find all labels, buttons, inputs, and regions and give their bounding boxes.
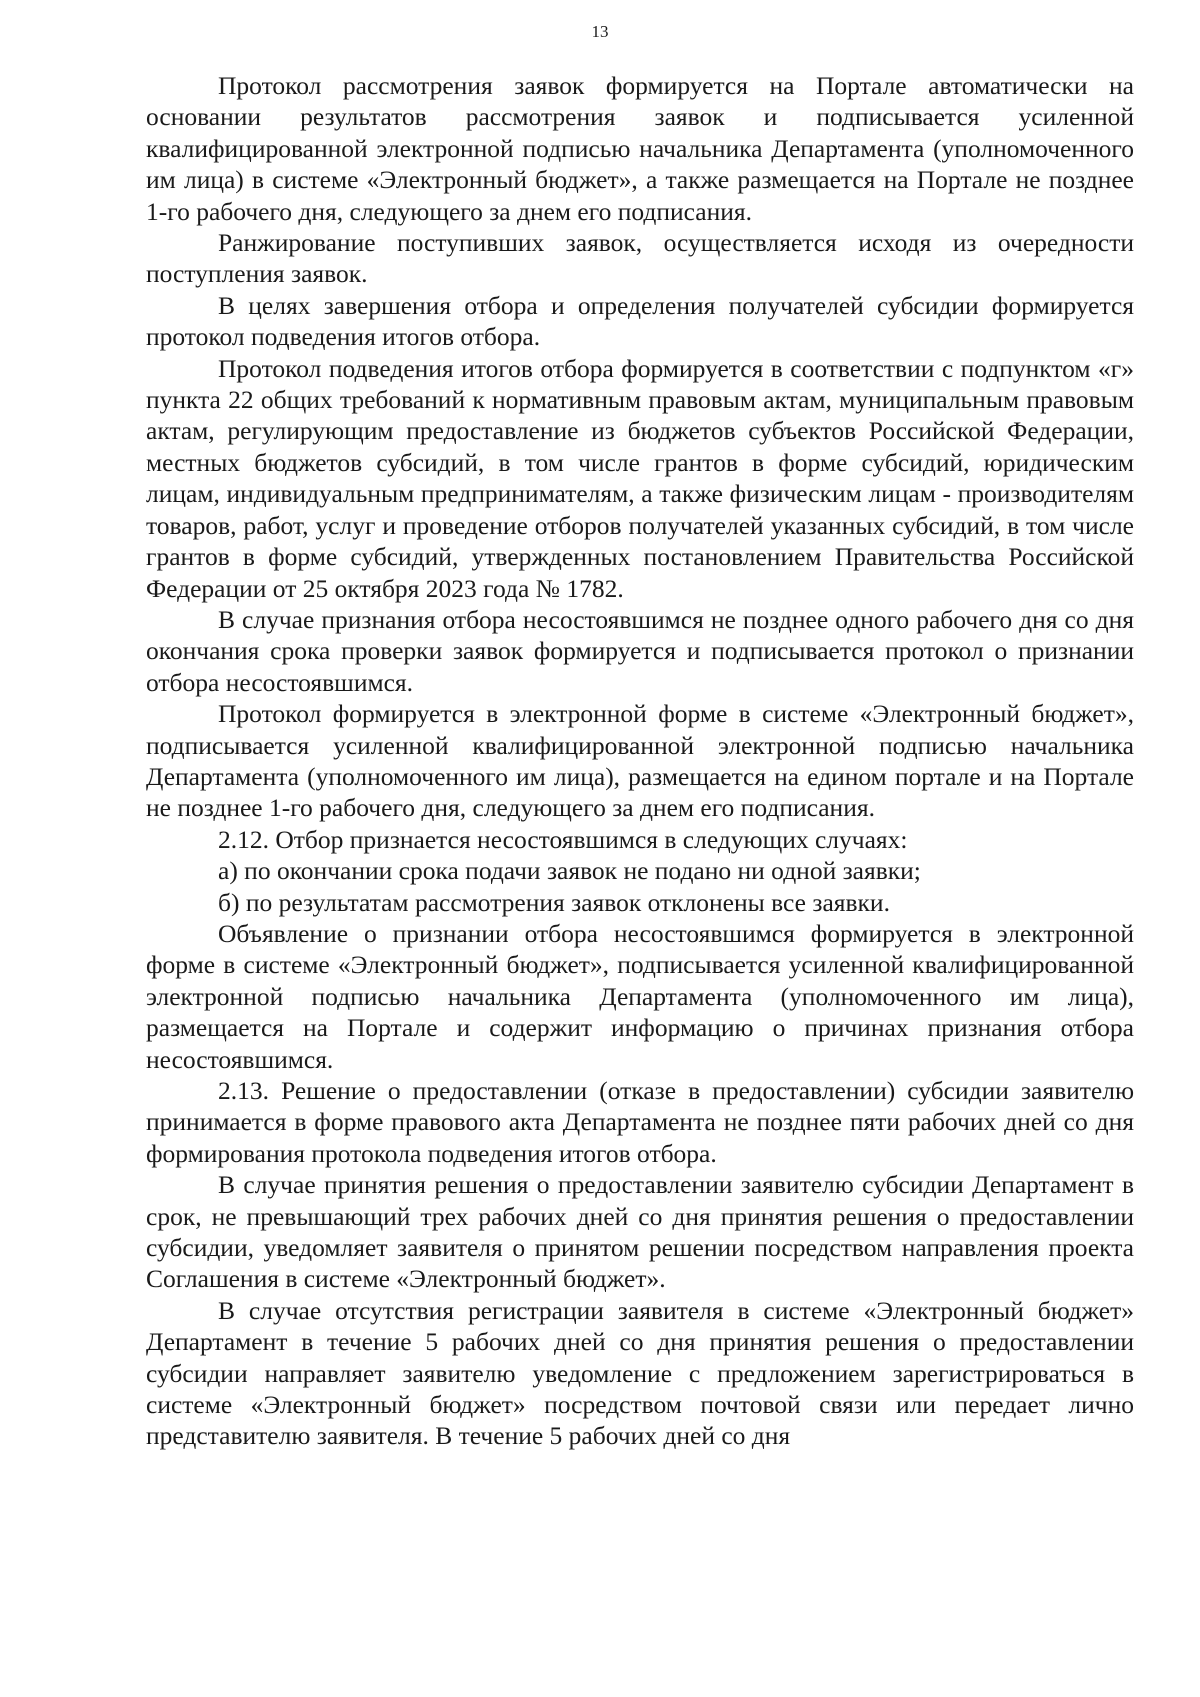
paragraph-announcement: Объявление о признании отбора несостоявшимся формируется в электронной форме в системе «Электронный бюджет», подписывается усиленной квалифицированной электронной подписью начальника Департамента (уполномоченного им лица), размещается на Портале и содержит информацию о причинах признания отбора несостоявшимся.	[146, 918, 1134, 1074]
paragraph-grant-decision: В случае принятия решения о предоставлении заявителю субсидии Департамент в срок, не превышающий трех рабочих дней со дня принятия решения о предоставлении субсидии, уведомляет заявителя о принятом решении посредством направления проекта Соглашения в системе «Электронный бюджет».	[146, 1170, 1134, 1294]
paragraph-section-2-12: 2.12. Отбор признается несостоявшимся в следующих случаях:	[218, 824, 908, 854]
paragraph-selection-completion: В целях завершения отбора и определения получателей субсидии формируется протокол подведения итогов отбора.	[146, 290, 1134, 352]
document-body	[146, 70, 1134, 1452]
list-item-b: б) по результатам рассмотрения заявок отклонены все заявки.	[218, 887, 890, 917]
paragraph-failed-selection: В случае признания отбора несостоявшимся не позднее одного рабочего дня со дня окончания срока проверки заявок формируется и подписывается протокол о признании отбора несостоявшимся.	[146, 604, 1134, 697]
paragraph-ranking: Ранжирование поступивших заявок, осуществляется исходя из очередности поступления заявок.	[146, 228, 1134, 289]
list-item-a: а) по окончании срока подачи заявок не подано ни одной заявки;	[218, 856, 921, 886]
paragraph-protocol-results: Протокол подведения итогов отбора формируется в соответствии с подпунктом «г» пункта 22 общих требований к нормативным правовым актам, муниципальным правовым актам, регулирующим предоставление из бюджетов субъектов Российской Федерации, местных бюджетов субсидий, в том числе грантов в форме субсидий, юридическим лицам, индивидуальным предпринимателям, а также физическим лицам - производителям товаров, работ, услуг и проведение отборов получателей указанных субсидий, в том числе грантов в форме субсидий, утвержденных постановлением Правительства Российской Федерации от 25 октября 2023 года № 1782.	[146, 353, 1134, 603]
paragraph-registration-absence: В случае отсутствия регистрации заявителя в системе «Электронный бюджет» Департамент в течение 5 рабочих дней со дня принятия решения о предоставлении субсидии направляет заявителю уведомление с предложением зарегистрироваться в системе «Электронный бюджет» посредством почтовой связи или передает лично представителю заявителя. В течение 5 рабочих дней со дня	[146, 1295, 1134, 1451]
paragraph-protocol-electronic: Протокол формируется в электронной форме в системе «Электронный бюджет», подписывается усиленной квалифицированной электронной подписью начальника Департамента (уполномоченного им лица), размещается на едином портале и на Портале не позднее 1-го рабочего дня, следующего за днем его подписания.	[146, 699, 1134, 823]
paragraph-protocol-review: Протокол рассмотрения заявок формируется на Портале автоматически на основании результатов рассмотрения заявок и подписывается усиленной квалифицированной электронной подписью начальника Департамента (уполномоченного им лица) в системе «Электронный бюджет», а также размещается на Портале не позднее 1-го рабочего дня, следующего за днем его подписания.	[146, 71, 1134, 226]
paragraph-section-2-13: 2.13. Решение о предоставлении (отказе в предоставлении) субсидии заявителю принимается в форме правового акта Департамента не позднее пяти рабочих дней со дня формирования протокола подведения итогов отбора.	[146, 1076, 1134, 1168]
page-number: 13	[591, 22, 609, 41]
